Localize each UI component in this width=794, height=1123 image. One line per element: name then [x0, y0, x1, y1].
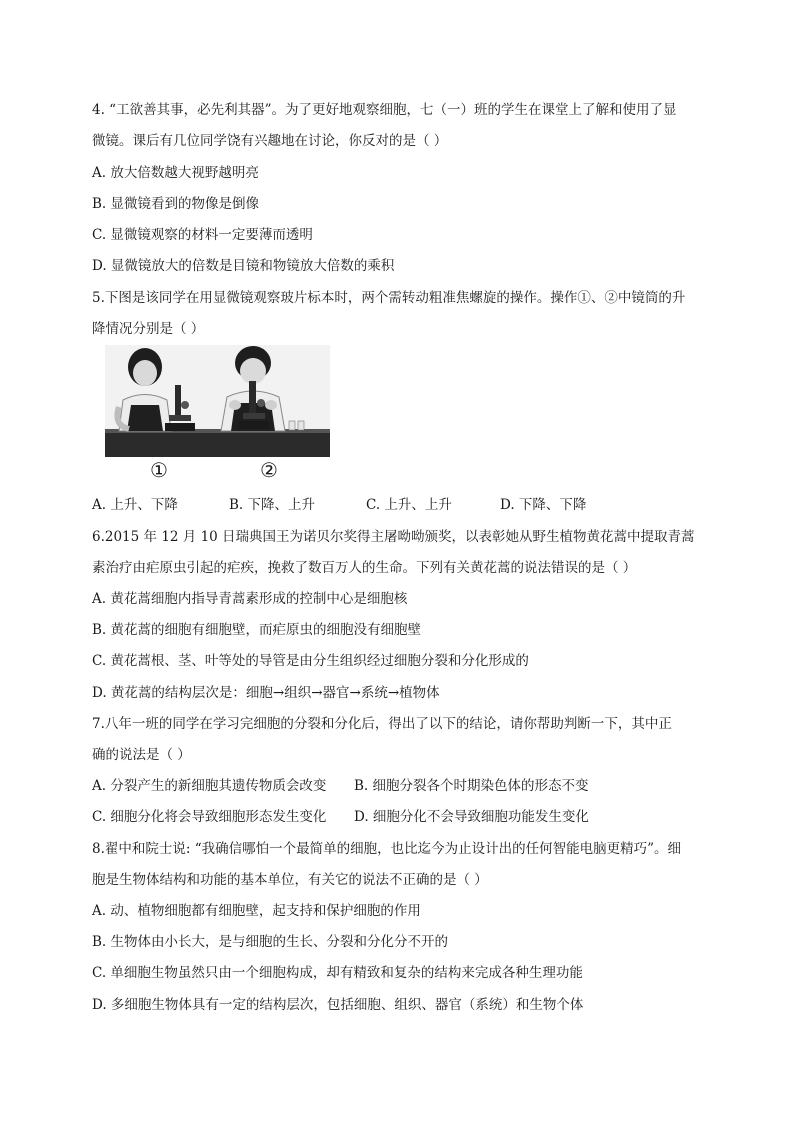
q8-stem-line1: 8.翟中和院士说: “我确信哪怕一个最简单的细胞，也比迄今为止设计出的任何智能电脑更精巧”。细 [92, 841, 682, 857]
q4-option-d: D. 显微镜放大的倍数是目镜和物镜放大倍数的乘积 [92, 258, 395, 274]
q4-stem-line2: 微镜。课后有几位同学饶有兴趣地在讨论，你反对的是（ ） [92, 133, 448, 149]
q7-options-row-2 [92, 808, 589, 826]
q6-option-a: A. 黄花蒿细胞内指导青蒿素形成的控制中心是细胞核 [92, 591, 408, 607]
q8-option-d: D. 多细胞生物体具有一定的结构层次，包括细胞、组织、器官（系统）和生物个体 [92, 997, 584, 1013]
q7-options-row-1 [92, 777, 589, 795]
microscope-figure [105, 345, 330, 480]
q7-option-a: A. 分裂产生的新细胞其遗传物质会改变 [92, 778, 327, 794]
q5-stem-line1: 5.下图是该同学在用显微镜观察玻片标本时，两个需转动粗准焦螺旋的操作。操作①、②中镜筒的升 [92, 290, 686, 306]
q8-option-a: A. 动、植物细胞都有细胞壁，起支持和保护细胞的作用 [92, 903, 421, 919]
q7-stem-line2: 确的说法是（ ） [92, 747, 191, 763]
q5-option-d: D. 下降、下降 [500, 497, 587, 513]
q6-option-b: B. 黄花蒿的细胞有细胞壁，而疟原虫的细胞没有细胞壁 [92, 622, 422, 638]
q7-option-d: D. 细胞分化不会导致细胞功能发生变化 [354, 809, 589, 825]
q5-options-row [92, 496, 586, 514]
q7-option-c: C. 细胞分化将会导致细胞形态发生变化 [92, 809, 327, 825]
q8-option-c: C. 单细胞生物虽然只由一个细胞构成，却有精致和复杂的结构来完成各种生理功能 [92, 965, 583, 981]
q5-option-b: B. 下降、上升 [229, 497, 316, 513]
q4-option-a: A. 放大倍数越大视野越明亮 [92, 165, 259, 181]
q5-option-a: A. 上升、下降 [92, 497, 178, 513]
q4-stem-line1: 4. “工欲善其事，必先利其器”。为了更好地观察细胞，七（一）班的学生在课堂上了解和使用了显 [92, 102, 677, 118]
q8-option-b: B. 生物体由小长大，是与细胞的生长、分裂和分化分不开的 [92, 934, 449, 950]
figure-label-2: ② [260, 458, 278, 482]
microscope-photo [105, 345, 330, 457]
q6-stem-line1: 6.2015 年 12 月 10 日瑞典国王为诺贝尔奖得主屠呦呦颁奖，以表彰她从野生植物黄花蒿中提取青蒿 [92, 529, 695, 545]
q7-stem-line1: 7.八年一班的同学在学习完细胞的分裂和分化后，得出了以下的结论，请你帮助判断一下，其中正 [92, 716, 672, 732]
q4-option-c: C. 显微镜观察的材料一定要薄而透明 [92, 227, 313, 243]
q6-stem-line2: 素治疗由疟原虫引起的疟疾，挽救了数百万人的生命。下列有关黄花蒿的说法错误的是（ ） [92, 560, 637, 576]
figure-label-1: ① [150, 458, 168, 482]
q5-option-c: C. 上升、上升 [366, 497, 452, 513]
q4-option-b: B. 显微镜看到的物像是倒像 [92, 196, 260, 212]
q8-stem-line2: 胞是生物体结构和功能的基本单位，有关它的说法不正确的是（ ） [92, 872, 488, 888]
q5-stem-line2: 降情况分别是（ ） [92, 321, 205, 337]
q7-option-b: B. 细胞分裂各个时期染色体的形态不变 [354, 778, 589, 794]
q6-option-c: C. 黄花蒿根、茎、叶等处的导管是由分生组织经过细胞分裂和分化形成的 [92, 653, 529, 669]
q6-option-d: D. 黄花蒿的结构层次是：细胞→组织→器官→系统→植物体 [92, 685, 440, 701]
